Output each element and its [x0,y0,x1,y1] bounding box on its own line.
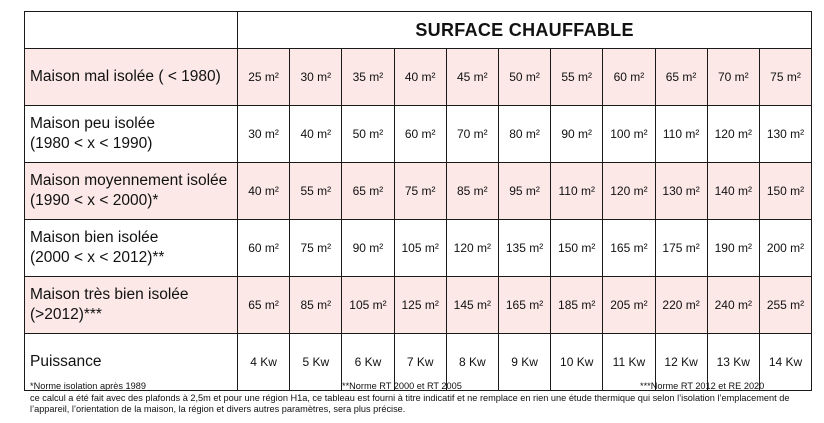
surface-table [24,11,812,391]
row-label [25,106,238,163]
value-cell: 75 m² [394,163,446,220]
value-cell: 11 Kw [603,334,655,391]
value-cell: 130 m² [655,163,707,220]
row-label-line: Maison moyennement isolée [30,172,228,189]
row-label-line: (1990 < x < 2000)* [30,192,159,209]
value-cell: 30 m² [290,49,342,106]
value-cell: 13 Kw [707,334,759,391]
value-cell: 120 m² [603,163,655,220]
table-title: SURFACE CHAUFFABLE [238,12,812,49]
value-cell: 12 Kw [655,334,707,391]
row-label-line: (>2012)*** [30,306,102,323]
value-cell: 140 m² [707,163,759,220]
value-cell: 205 m² [603,277,655,334]
value-cell: 65 m² [238,277,290,334]
footnote-disclaimer: ce calcul a été fait avec des plafonds à 2,5m et pour une région H1a, ce tableau est fourni à titre indicatif et ne remplace en rien une étude thermique qui selon l’isolation l’emplacement de l’appareil, l’orientation de la maison, la région et divers autres paramètres, sera plus précise. [30,392,790,414]
value-cell: 50 m² [342,106,394,163]
footnote-rt2000: **Norme RT 2000 et RT 2005 [342,381,462,391]
value-cell: 10 Kw [551,334,603,391]
value-cell: 75 m² [759,49,811,106]
value-cell: 25 m² [238,49,290,106]
value-cell: 90 m² [551,106,603,163]
value-cell: 185 m² [551,277,603,334]
row-label-line: Maison mal isolée ( < 1980) [30,68,221,85]
value-cell: 35 m² [342,49,394,106]
value-cell: 55 m² [290,163,342,220]
value-cell: 40 m² [238,163,290,220]
title-row [25,12,812,49]
row-label [25,277,238,334]
value-cell: 5 Kw [290,334,342,391]
table-row [25,106,812,163]
value-cell: 100 m² [603,106,655,163]
value-cell: 60 m² [394,106,446,163]
table-row [25,163,812,220]
value-cell: 70 m² [446,106,498,163]
value-cell: 40 m² [394,49,446,106]
table-row [25,49,812,106]
value-cell: 130 m² [759,106,811,163]
row-label-line: Maison très bien isolée [30,286,189,303]
table-row [25,277,812,334]
surface-table-container [24,11,811,391]
value-cell: 125 m² [394,277,446,334]
value-cell: 8 Kw [446,334,498,391]
row-label-line: Maison bien isolée [30,229,159,246]
value-cell: 55 m² [551,49,603,106]
value-cell: 50 m² [498,49,550,106]
value-cell: 65 m² [342,163,394,220]
value-cell: 150 m² [759,163,811,220]
value-cell: 40 m² [290,106,342,163]
value-cell: 14 Kw [759,334,811,391]
row-label [25,49,238,106]
value-cell: 70 m² [707,49,759,106]
value-cell: 175 m² [655,220,707,277]
value-cell: 65 m² [655,49,707,106]
footnote-insulation-1989: *Norme isolation après 1989 [30,381,146,391]
value-cell: 85 m² [290,277,342,334]
value-cell: 4 Kw [238,334,290,391]
row-label-line: (2000 < x < 2012)** [30,249,165,266]
value-cell: 110 m² [551,163,603,220]
value-cell: 60 m² [603,49,655,106]
value-cell: 240 m² [707,277,759,334]
table-row [25,220,812,277]
value-cell: 105 m² [394,220,446,277]
row-label [25,220,238,277]
row-label [25,163,238,220]
row-label-line: Puissance [30,353,102,370]
value-cell: 110 m² [655,106,707,163]
value-cell: 45 m² [446,49,498,106]
value-cell: 9 Kw [498,334,550,391]
corner-cell [25,12,238,49]
value-cell: 165 m² [603,220,655,277]
value-cell: 120 m² [707,106,759,163]
footnote-line [30,381,810,393]
footnote-rt2012: ***Norme RT 2012 et RE 2020 [640,381,765,391]
value-cell: 105 m² [342,277,394,334]
row-label-line: (1980 < x < 1990) [30,135,153,152]
value-cell: 85 m² [446,163,498,220]
value-cell: 200 m² [759,220,811,277]
value-cell: 120 m² [446,220,498,277]
value-cell: 150 m² [551,220,603,277]
value-cell: 220 m² [655,277,707,334]
footnotes [30,381,810,416]
value-cell: 135 m² [498,220,550,277]
value-cell: 95 m² [498,163,550,220]
value-cell: 90 m² [342,220,394,277]
value-cell: 80 m² [498,106,550,163]
row-label-line: Maison peu isolée [30,115,155,132]
value-cell: 6 Kw [342,334,394,391]
value-cell: 7 Kw [394,334,446,391]
value-cell: 255 m² [759,277,811,334]
value-cell: 75 m² [290,220,342,277]
value-cell: 165 m² [498,277,550,334]
value-cell: 30 m² [238,106,290,163]
value-cell: 145 m² [446,277,498,334]
value-cell: 190 m² [707,220,759,277]
value-cell: 60 m² [238,220,290,277]
